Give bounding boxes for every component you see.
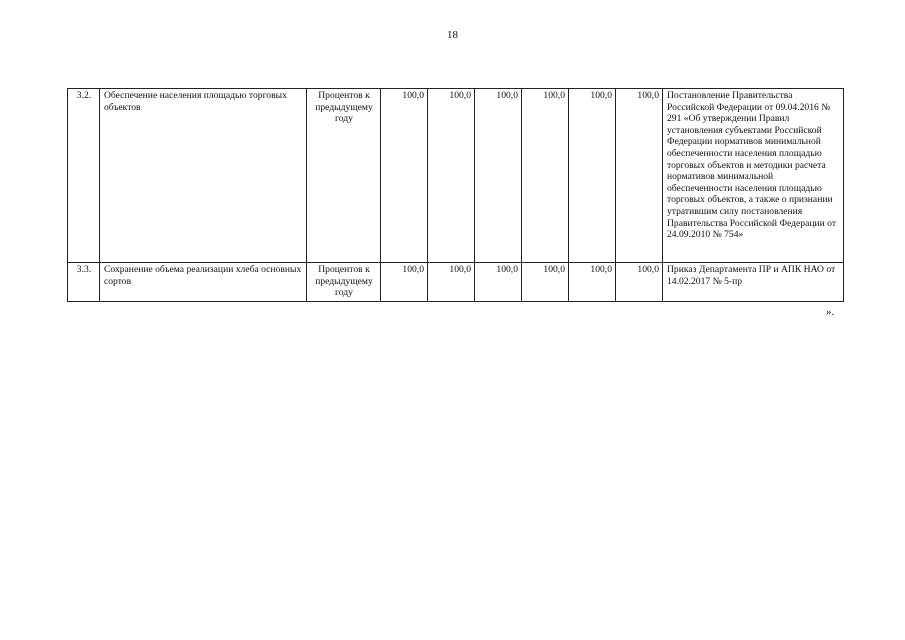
indicators-table	[67, 88, 844, 302]
unit-of-measure: Процентов к предыдущему году	[307, 263, 381, 302]
indicator-name: Сохранение объема реализации хлеба основных сортов	[100, 263, 307, 302]
table-row	[68, 263, 844, 302]
value-cell: 100,0	[616, 263, 663, 302]
legal-basis: Постановление Правительства Российской Федерации от 09.04.2016 № 291 «Об утверждении Правил установления субъектами Российской Федерации нормативов минимальной обеспеченности населения площадью торговых объектов и методики расчета нормативов минимальной обеспеченности населения площадью торговых объектов, а также о признании утратившим силу постановления Правительства Российской Федерации от 24.09.2010 № 754»	[663, 89, 844, 263]
value-cell: 100,0	[475, 263, 522, 302]
table-row	[68, 89, 844, 263]
row-number: 3.3.	[68, 263, 100, 302]
value-cell: 100,0	[428, 263, 475, 302]
closing-quote-mark: ».	[826, 306, 835, 318]
value-cell: 100,0	[428, 89, 475, 263]
value-cell: 100,0	[475, 89, 522, 263]
value-cell: 100,0	[522, 263, 569, 302]
row-number: 3.2.	[68, 89, 100, 263]
page-number: 18	[447, 29, 458, 41]
value-cell: 100,0	[522, 89, 569, 263]
indicator-name: Обеспечение населения площадью торговых объектов	[100, 89, 307, 263]
value-cell: 100,0	[381, 89, 428, 263]
legal-basis: Приказ Департамента ПР и АПК НАО от 14.02.2017 № 5-пр	[663, 263, 844, 302]
value-cell: 100,0	[569, 263, 616, 302]
value-cell: 100,0	[381, 263, 428, 302]
unit-of-measure: Процентов к предыдущему году	[307, 89, 381, 263]
value-cell: 100,0	[616, 89, 663, 263]
value-cell: 100,0	[569, 89, 616, 263]
